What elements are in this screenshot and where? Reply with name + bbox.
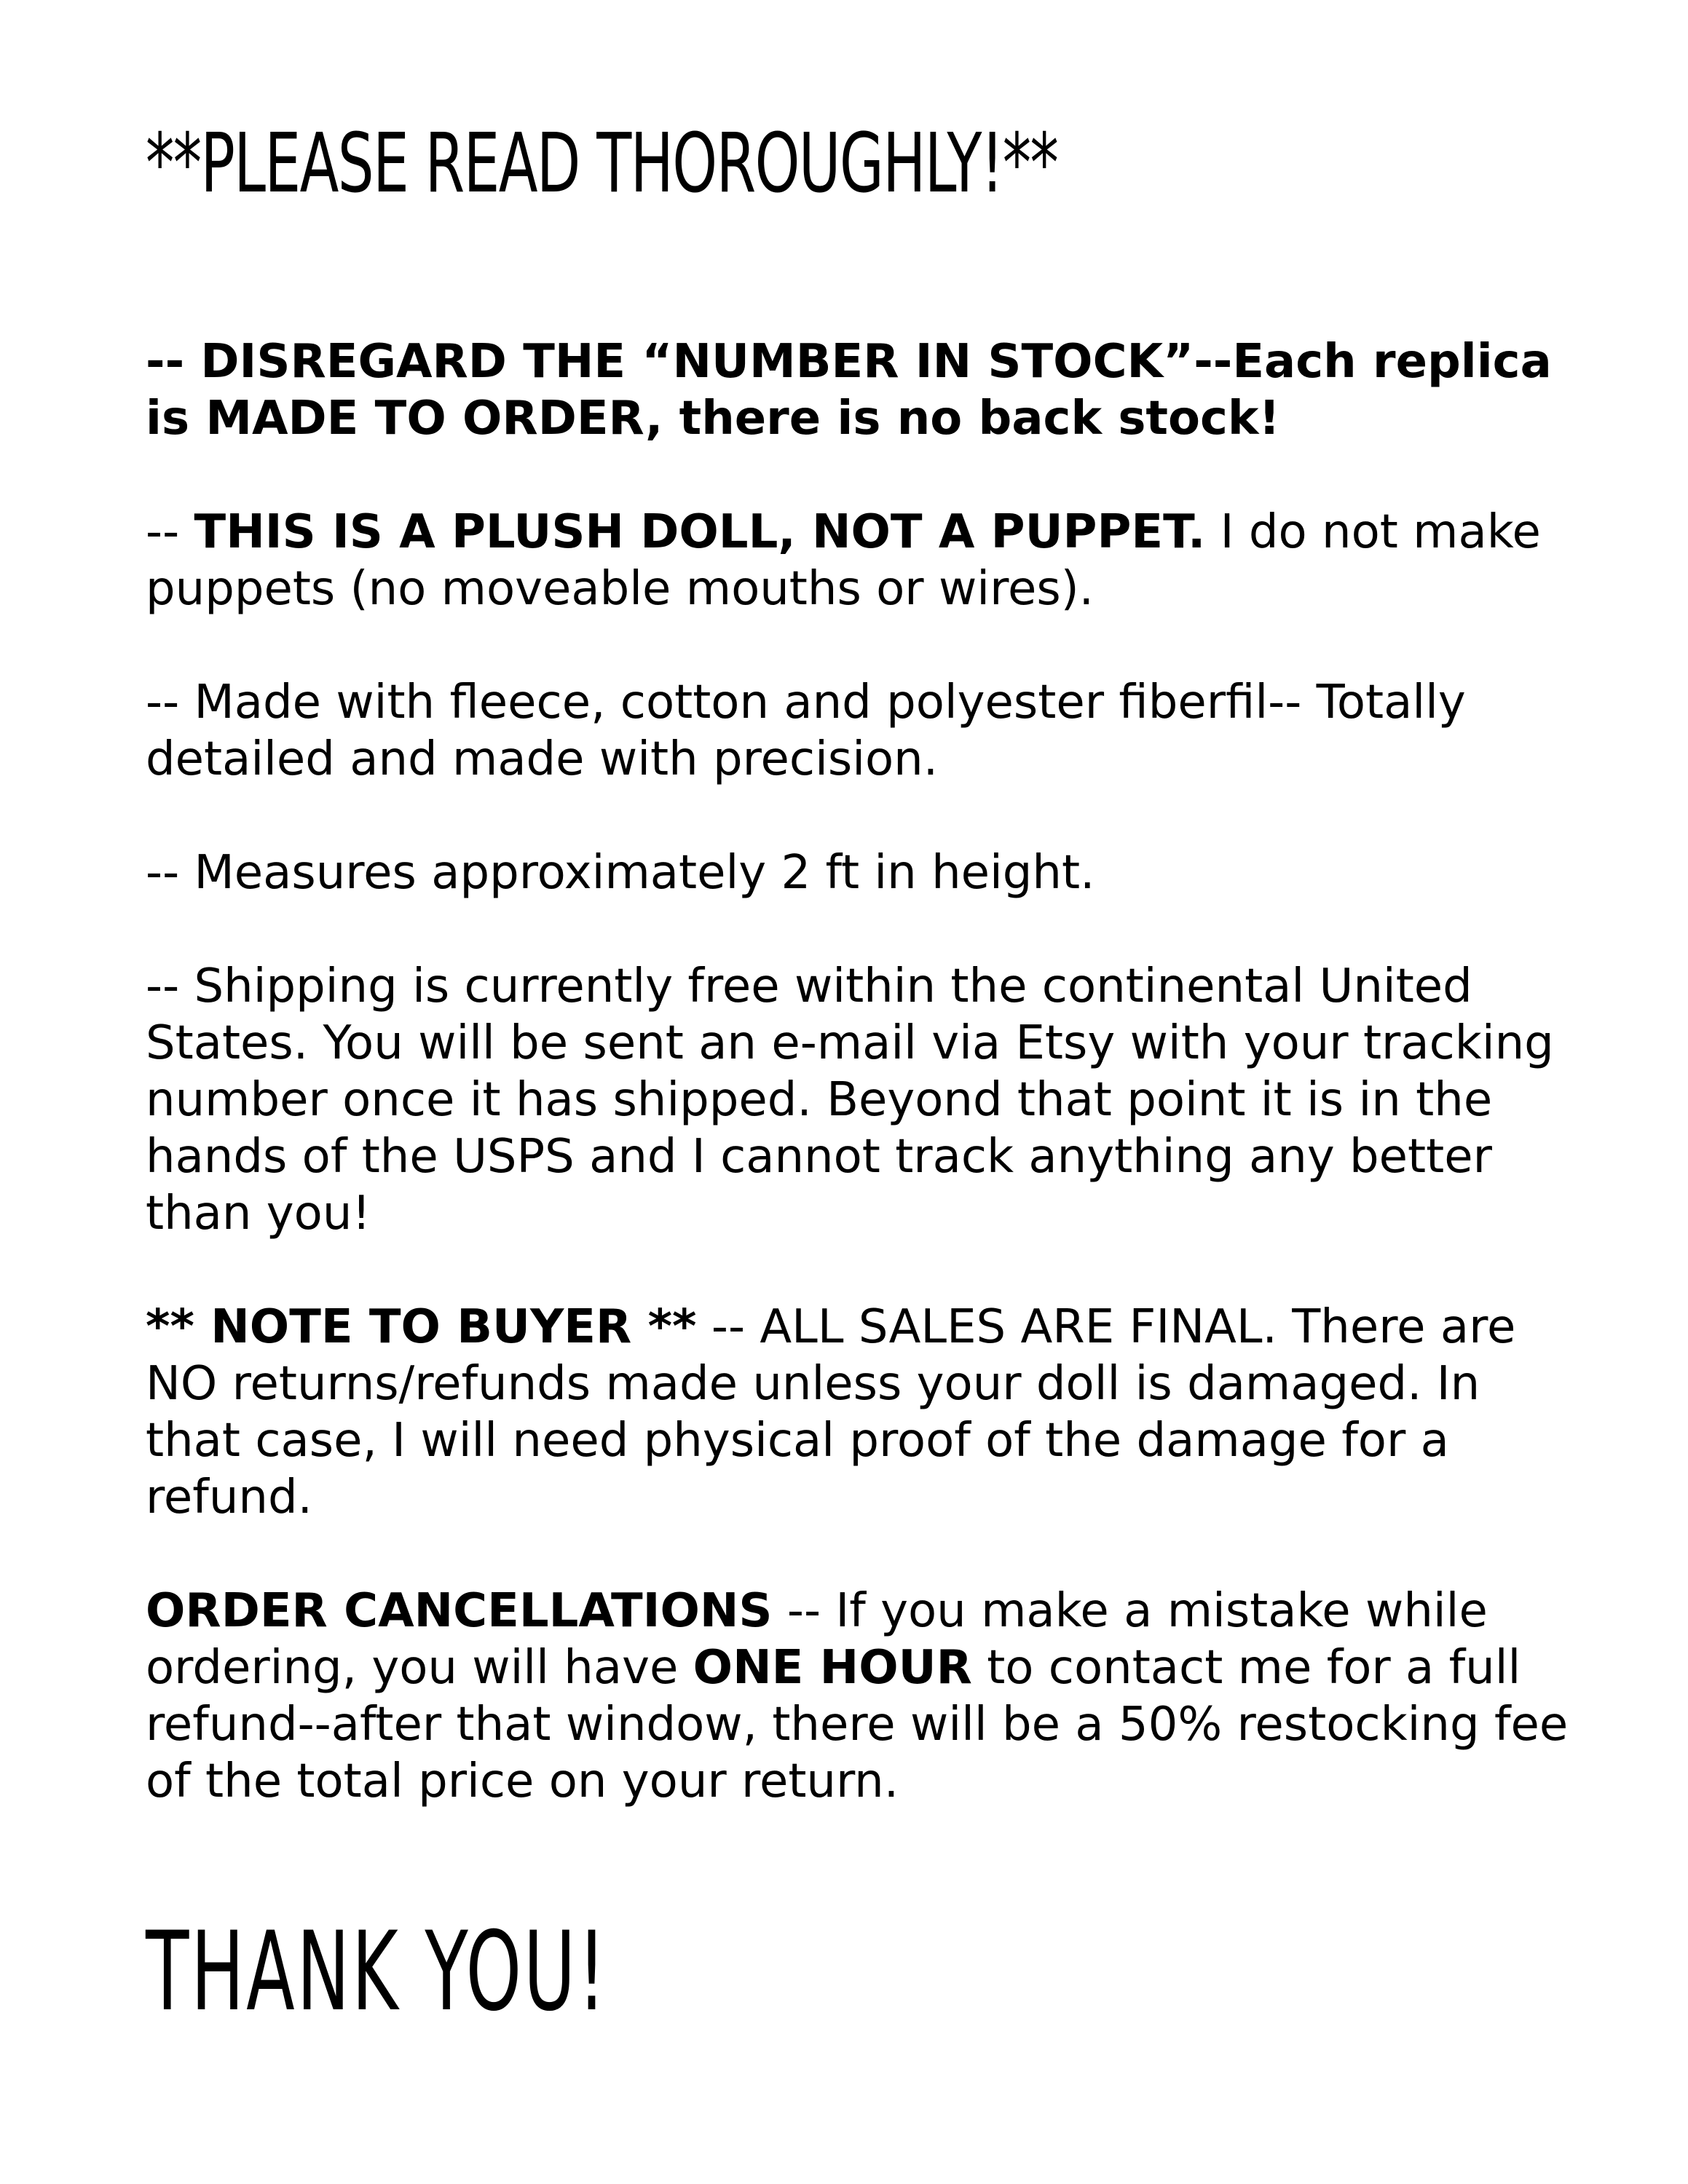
cancellation-text-1: -- If you make a mistake while ordering, you will have [146,1584,1488,1695]
shipping-notice: -- Shipping is currently free within the continental United States. You will be sent an e-mail via Etsy with your tracking number once it has shipped. Beyond that point it is in the hands of the USPS and I cannot track anything any better than you! [146,960,1554,1241]
buyer-note [146,1299,1588,1526]
cancellation-text-2: to contact me for a full refund--after that window, there will be a 50% restocking fee of the total price on your return. [146,1641,1569,1808]
plush-rest: I do not make puppets (no moveable mouths or wires). [146,505,1541,616]
one-hour-emphasis: ONE HOUR [693,1641,972,1695]
thank-you-closing: THANK YOU! [146,1909,608,2035]
plush-notice [146,504,1588,617]
plush-lead: -- [146,505,194,559]
cancellation-notice [146,1583,1588,1810]
size-notice: -- Measures approximately 2 ft in height. [146,846,1095,900]
plush-bold: THIS IS A PLUSH DOLL, NOT A PUPPET. [194,505,1206,559]
buyer-note-heading: ** NOTE TO BUYER ** [146,1300,697,1354]
cancellation-heading: ORDER CANCELLATIONS [146,1584,773,1638]
page-title: **PLEASE READ THOROUGHLY!** [146,116,1058,211]
stock-notice: -- DISREGARD THE “NUMBER IN STOCK”--Each replica is MADE TO ORDER, there is no back stock! [146,335,1552,446]
materials-notice: -- Made with fleece, cotton and polyester fiberfil-- Totally detailed and made with precision. [146,676,1466,786]
buyer-note-text: -- ALL SALES ARE FINAL. There are NO returns/refunds made unless your doll is damaged. In that case, I will need physical proof of the damage for a refund. [146,1300,1516,1524]
